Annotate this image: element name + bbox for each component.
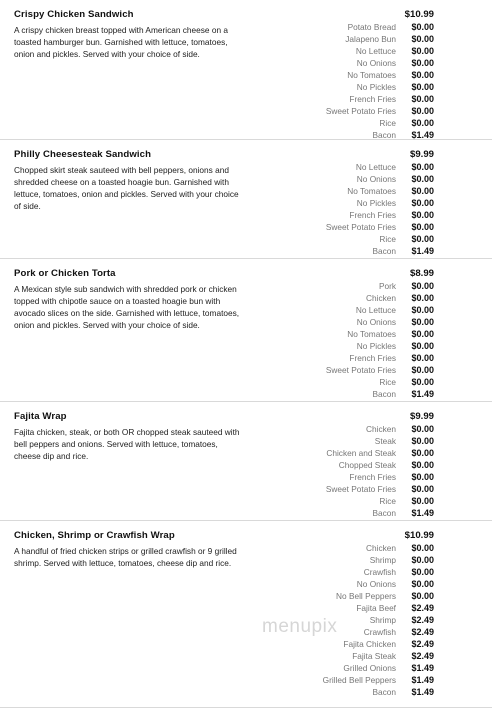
option-row[interactable] — [234, 650, 434, 662]
option-row[interactable] — [234, 388, 434, 400]
option-row[interactable] — [234, 161, 434, 173]
menu-item-price: $9.99 — [409, 411, 434, 422]
option-name: Chopped Steak — [338, 460, 396, 470]
option-row[interactable] — [234, 280, 434, 292]
option-price: $0.00 — [411, 198, 434, 208]
option-row[interactable] — [234, 686, 434, 698]
option-name: No Lettuce — [355, 305, 396, 315]
option-price: $0.00 — [411, 543, 434, 553]
option-name: No Pickles — [356, 82, 396, 92]
option-name: Grilled Onions — [343, 663, 396, 673]
option-row[interactable] — [234, 578, 434, 590]
menu-item-info — [14, 9, 246, 61]
option-name: Crawfish — [363, 567, 396, 577]
option-row[interactable] — [234, 376, 434, 388]
option-row[interactable] — [234, 447, 434, 459]
menu-item-pricing — [234, 268, 434, 400]
option-row[interactable] — [234, 590, 434, 602]
option-name: Chicken — [366, 293, 396, 303]
option-name: Fajita Steak — [352, 651, 396, 661]
option-row[interactable] — [234, 674, 434, 686]
option-row[interactable] — [234, 638, 434, 650]
menu-item[interactable] — [0, 140, 492, 259]
option-price: $0.00 — [411, 567, 434, 577]
option-name: French Fries — [349, 472, 396, 482]
option-row[interactable] — [234, 340, 434, 352]
option-price: $0.00 — [411, 234, 434, 244]
menu-item-pricing — [234, 530, 434, 698]
option-row[interactable] — [234, 316, 434, 328]
option-price: $1.49 — [411, 246, 434, 256]
menu-item-pricing — [234, 9, 434, 141]
option-price: $1.49 — [411, 687, 434, 697]
option-price: $0.00 — [411, 305, 434, 315]
option-row[interactable] — [234, 602, 434, 614]
option-price: $0.00 — [411, 174, 434, 184]
option-price: $0.00 — [411, 555, 434, 565]
option-row[interactable] — [234, 292, 434, 304]
menu-item-description: A Mexican style sub sandwich with shredded pork or chicken topped with chipotle sauce on a toasted hoagie bun with avocado slices on the side. Garnished with lettuce, tomatoes, onion and pickles. Served with your choice of side. — [14, 284, 240, 330]
option-row[interactable] — [234, 221, 434, 233]
option-price: $1.49 — [411, 389, 434, 399]
option-row[interactable] — [234, 69, 434, 81]
option-row[interactable] — [234, 81, 434, 93]
option-row[interactable] — [234, 185, 434, 197]
option-row[interactable] — [234, 352, 434, 364]
watermark-logo: menupix — [262, 616, 338, 637]
menu-item-title: Crispy Chicken Sandwich — [14, 9, 134, 20]
option-name: French Fries — [349, 94, 396, 104]
option-price: $0.00 — [411, 70, 434, 80]
option-name: Bacon — [372, 389, 396, 399]
option-name: No Onions — [356, 58, 396, 68]
option-row[interactable] — [234, 542, 434, 554]
option-row[interactable] — [234, 105, 434, 117]
menu-item-info — [14, 530, 246, 570]
menu-item-title: Pork or Chicken Torta — [14, 268, 116, 279]
option-name: Bacon — [372, 246, 396, 256]
menu-item[interactable] — [0, 402, 492, 521]
option-price: $0.00 — [411, 94, 434, 104]
option-row[interactable] — [234, 459, 434, 471]
option-name: Fajita Chicken — [343, 639, 396, 649]
option-price: $1.49 — [411, 130, 434, 140]
option-price: $2.49 — [411, 615, 434, 625]
option-name: Sweet Potato Fries — [325, 365, 396, 375]
option-price: $0.00 — [411, 353, 434, 363]
option-price: $0.00 — [411, 472, 434, 482]
menu-item-price: $9.99 — [409, 149, 434, 160]
option-row[interactable] — [234, 471, 434, 483]
option-price: $0.00 — [411, 496, 434, 506]
option-name: Bacon — [372, 687, 396, 697]
option-row[interactable] — [234, 93, 434, 105]
option-name: Chicken and Steak — [326, 448, 396, 458]
option-price: $0.00 — [411, 222, 434, 232]
option-name: Shrimp — [369, 555, 396, 565]
option-name: No Lettuce — [355, 46, 396, 56]
option-name: No Pickles — [356, 341, 396, 351]
option-row[interactable] — [234, 117, 434, 129]
menu-item-price: $8.99 — [409, 268, 434, 279]
option-name: Fajita Beef — [356, 603, 396, 613]
option-name: No Onions — [356, 317, 396, 327]
option-row[interactable] — [234, 435, 434, 447]
menu-item-description: A crispy chicken breast topped with American cheese on a toasted hamburger bun. Garnished with lettuce, tomatoes, onion and pickles. Served with your choice of side. — [14, 25, 228, 59]
option-price: $0.00 — [411, 329, 434, 339]
option-row[interactable] — [234, 197, 434, 209]
menu-item-title: Philly Cheesesteak Sandwich — [14, 149, 152, 160]
menu-item-info — [14, 411, 246, 463]
option-price: $0.00 — [411, 591, 434, 601]
option-row[interactable] — [234, 57, 434, 69]
option-row[interactable] — [234, 507, 434, 519]
option-price: $0.00 — [411, 82, 434, 92]
option-name: Rice — [379, 234, 396, 244]
option-price: $0.00 — [411, 281, 434, 291]
option-price: $0.00 — [411, 448, 434, 458]
option-price: $0.00 — [411, 162, 434, 172]
option-name: No Onions — [356, 579, 396, 589]
option-price: $0.00 — [411, 106, 434, 116]
option-price: $2.49 — [411, 639, 434, 649]
option-row[interactable] — [234, 209, 434, 221]
option-price: $0.00 — [411, 293, 434, 303]
option-price: $0.00 — [411, 46, 434, 56]
menu-item-title: Fajita Wrap — [14, 411, 67, 422]
option-name: Rice — [379, 496, 396, 506]
option-name: No Lettuce — [355, 162, 396, 172]
option-row[interactable] — [234, 554, 434, 566]
option-price: $0.00 — [411, 365, 434, 375]
option-price: $1.49 — [411, 508, 434, 518]
menu-item-price: $10.99 — [404, 9, 434, 20]
option-row[interactable] — [234, 304, 434, 316]
option-price: $2.49 — [411, 651, 434, 661]
option-price: $0.00 — [411, 436, 434, 446]
option-name: Chicken — [366, 543, 396, 553]
option-price: $0.00 — [411, 186, 434, 196]
option-name: Sweet Potato Fries — [325, 106, 396, 116]
option-name: Shrimp — [369, 615, 396, 625]
option-name: Pork — [378, 281, 396, 291]
menu-item-description: Fajita chicken, steak, or both OR chopped steak sauteed with bell peppers and onions. Served with lettuce, tomatoes, cheese dip and rice. — [14, 427, 240, 461]
option-price: $0.00 — [411, 210, 434, 220]
option-price: $0.00 — [411, 341, 434, 351]
menu-item-price: $10.99 — [404, 530, 434, 541]
menu-item-pricing — [234, 149, 434, 257]
option-row[interactable] — [234, 233, 434, 245]
option-name: Jalapeno Bun — [345, 34, 396, 44]
option-name: Sweet Potato Fries — [325, 484, 396, 494]
option-row[interactable] — [234, 566, 434, 578]
option-name: No Tomatoes — [347, 186, 396, 196]
option-name: Chicken — [366, 424, 396, 434]
option-name: Potato Bread — [347, 22, 396, 32]
option-name: Rice — [379, 377, 396, 387]
option-name: No Pickles — [356, 198, 396, 208]
menu-item[interactable] — [0, 0, 492, 140]
option-row[interactable] — [234, 245, 434, 257]
menu-item-info — [14, 149, 246, 213]
option-price: $0.00 — [411, 118, 434, 128]
option-price: $0.00 — [411, 58, 434, 68]
menu-item[interactable] — [0, 521, 492, 708]
option-name: No Onions — [356, 174, 396, 184]
option-name: Bacon — [372, 508, 396, 518]
option-row[interactable] — [234, 495, 434, 507]
menu-item-info — [14, 268, 246, 332]
option-price: $0.00 — [411, 317, 434, 327]
menu-item-description: A handful of fried chicken strips or grilled crawfish or 9 grilled shrimp. Served with lettuce, tomatoes, cheese dip and rice. — [14, 546, 237, 568]
option-row[interactable] — [234, 483, 434, 495]
menu-item[interactable] — [0, 259, 492, 402]
option-price: $0.00 — [411, 34, 434, 44]
option-row[interactable] — [234, 45, 434, 57]
option-name: Sweet Potato Fries — [325, 222, 396, 232]
option-price: $0.00 — [411, 22, 434, 32]
option-name: French Fries — [349, 210, 396, 220]
option-name: French Fries — [349, 353, 396, 363]
option-price: $2.49 — [411, 627, 434, 637]
option-name: Crawfish — [363, 627, 396, 637]
option-name: Rice — [379, 118, 396, 128]
option-row[interactable] — [234, 328, 434, 340]
option-price: $0.00 — [411, 377, 434, 387]
option-price: $1.49 — [411, 663, 434, 673]
option-price: $2.49 — [411, 603, 434, 613]
option-name: Bacon — [372, 130, 396, 140]
option-row[interactable] — [234, 364, 434, 376]
option-price: $0.00 — [411, 460, 434, 470]
menu-item-pricing — [234, 411, 434, 519]
option-row[interactable] — [234, 662, 434, 674]
option-price: $1.49 — [411, 675, 434, 685]
option-price: $0.00 — [411, 579, 434, 589]
menu-item-description: Chopped skirt steak sauteed with bell peppers, onions and shredded cheese on a toasted hoagie bun. Garnished with lettuce, tomatoes, onion and pickles. Served with your choice of side. — [14, 165, 239, 211]
option-row[interactable] — [234, 423, 434, 435]
option-name: No Tomatoes — [347, 70, 396, 80]
option-name: No Bell Peppers — [336, 591, 396, 601]
menu-item-title: Chicken, Shrimp or Crawfish Wrap — [14, 530, 175, 541]
option-name: No Tomatoes — [347, 329, 396, 339]
option-row[interactable] — [234, 33, 434, 45]
option-name: Grilled Bell Peppers — [322, 675, 396, 685]
option-name: Steak — [374, 436, 396, 446]
option-row[interactable] — [234, 173, 434, 185]
option-price: $0.00 — [411, 424, 434, 434]
option-row[interactable] — [234, 21, 434, 33]
option-price: $0.00 — [411, 484, 434, 494]
